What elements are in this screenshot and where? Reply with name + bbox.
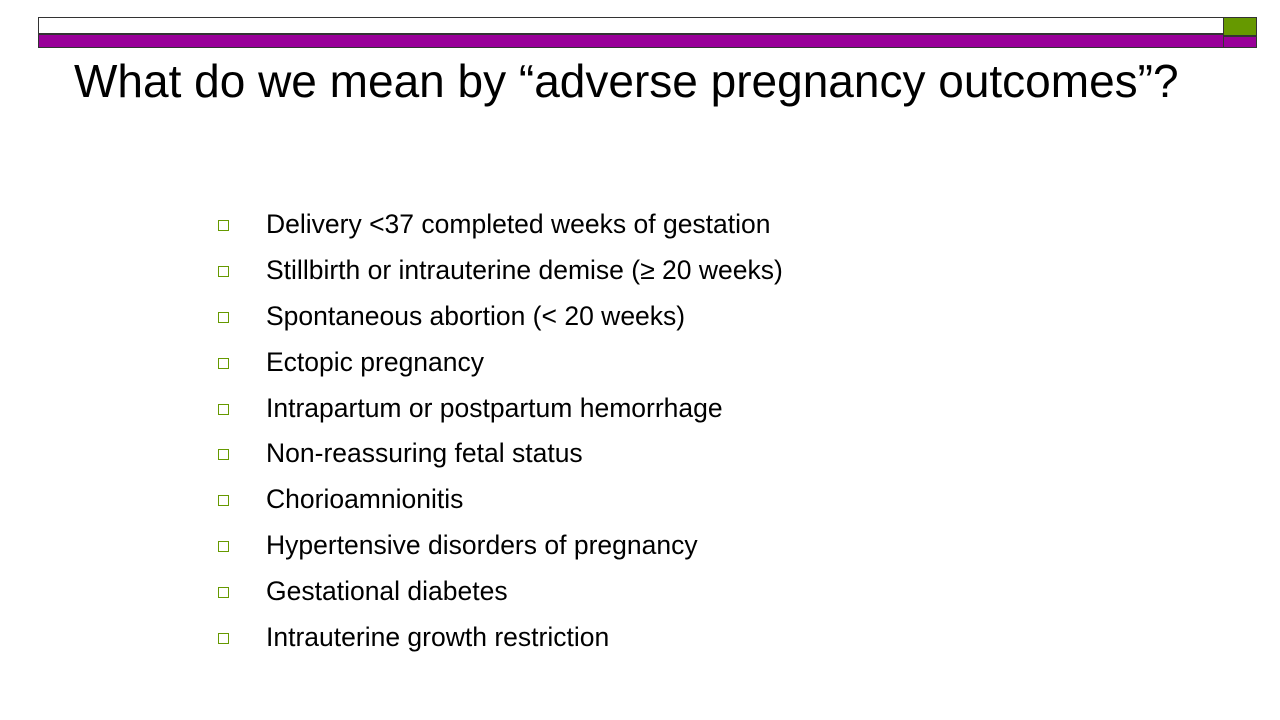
header-bar-white xyxy=(38,17,1224,34)
bullet-text: Intrapartum or postpartum hemorrhage xyxy=(266,392,723,423)
bullet-list xyxy=(218,202,783,660)
list-item xyxy=(218,523,783,569)
list-item xyxy=(218,431,783,477)
bullet-text: Gestational diabetes xyxy=(266,575,508,606)
bullet-text: Ectopic pregnancy xyxy=(266,346,485,377)
bullet-text: Non-reassuring fetal status xyxy=(266,438,583,469)
list-item xyxy=(218,568,783,614)
hollow-square-icon xyxy=(218,312,229,323)
hollow-square-icon xyxy=(218,541,229,552)
bullet-text: Hypertensive disorders of pregnancy xyxy=(266,529,698,560)
list-item xyxy=(218,248,783,294)
list-item xyxy=(218,294,783,340)
hollow-square-icon xyxy=(218,449,229,460)
hollow-square-icon xyxy=(218,587,229,598)
hollow-square-icon xyxy=(218,633,229,644)
bullet-text: Stillbirth or intrauterine demise (≥ 20 weeks) xyxy=(266,255,783,286)
hollow-square-icon xyxy=(218,358,229,369)
list-item xyxy=(218,202,783,248)
header-square-green xyxy=(1223,17,1257,36)
hollow-square-icon xyxy=(218,220,229,231)
bullet-text: Intrauterine growth restriction xyxy=(266,621,610,652)
list-item xyxy=(218,614,783,660)
list-item xyxy=(218,339,783,385)
bullet-text: Spontaneous abortion (< 20 weeks) xyxy=(266,300,686,331)
header-bar-purple xyxy=(38,34,1224,48)
header-decoration xyxy=(0,0,1280,60)
slide-title: What do we mean by “adverse pregnancy outcomes”? xyxy=(74,55,1179,107)
hollow-square-icon xyxy=(218,495,229,506)
bullet-text: Chorioamnionitis xyxy=(266,484,464,515)
header-square-purple xyxy=(1223,36,1257,48)
hollow-square-icon xyxy=(218,404,229,415)
hollow-square-icon xyxy=(218,266,229,277)
list-item xyxy=(218,385,783,431)
list-item xyxy=(218,477,783,523)
bullet-text: Delivery <37 completed weeks of gestation xyxy=(266,209,771,240)
